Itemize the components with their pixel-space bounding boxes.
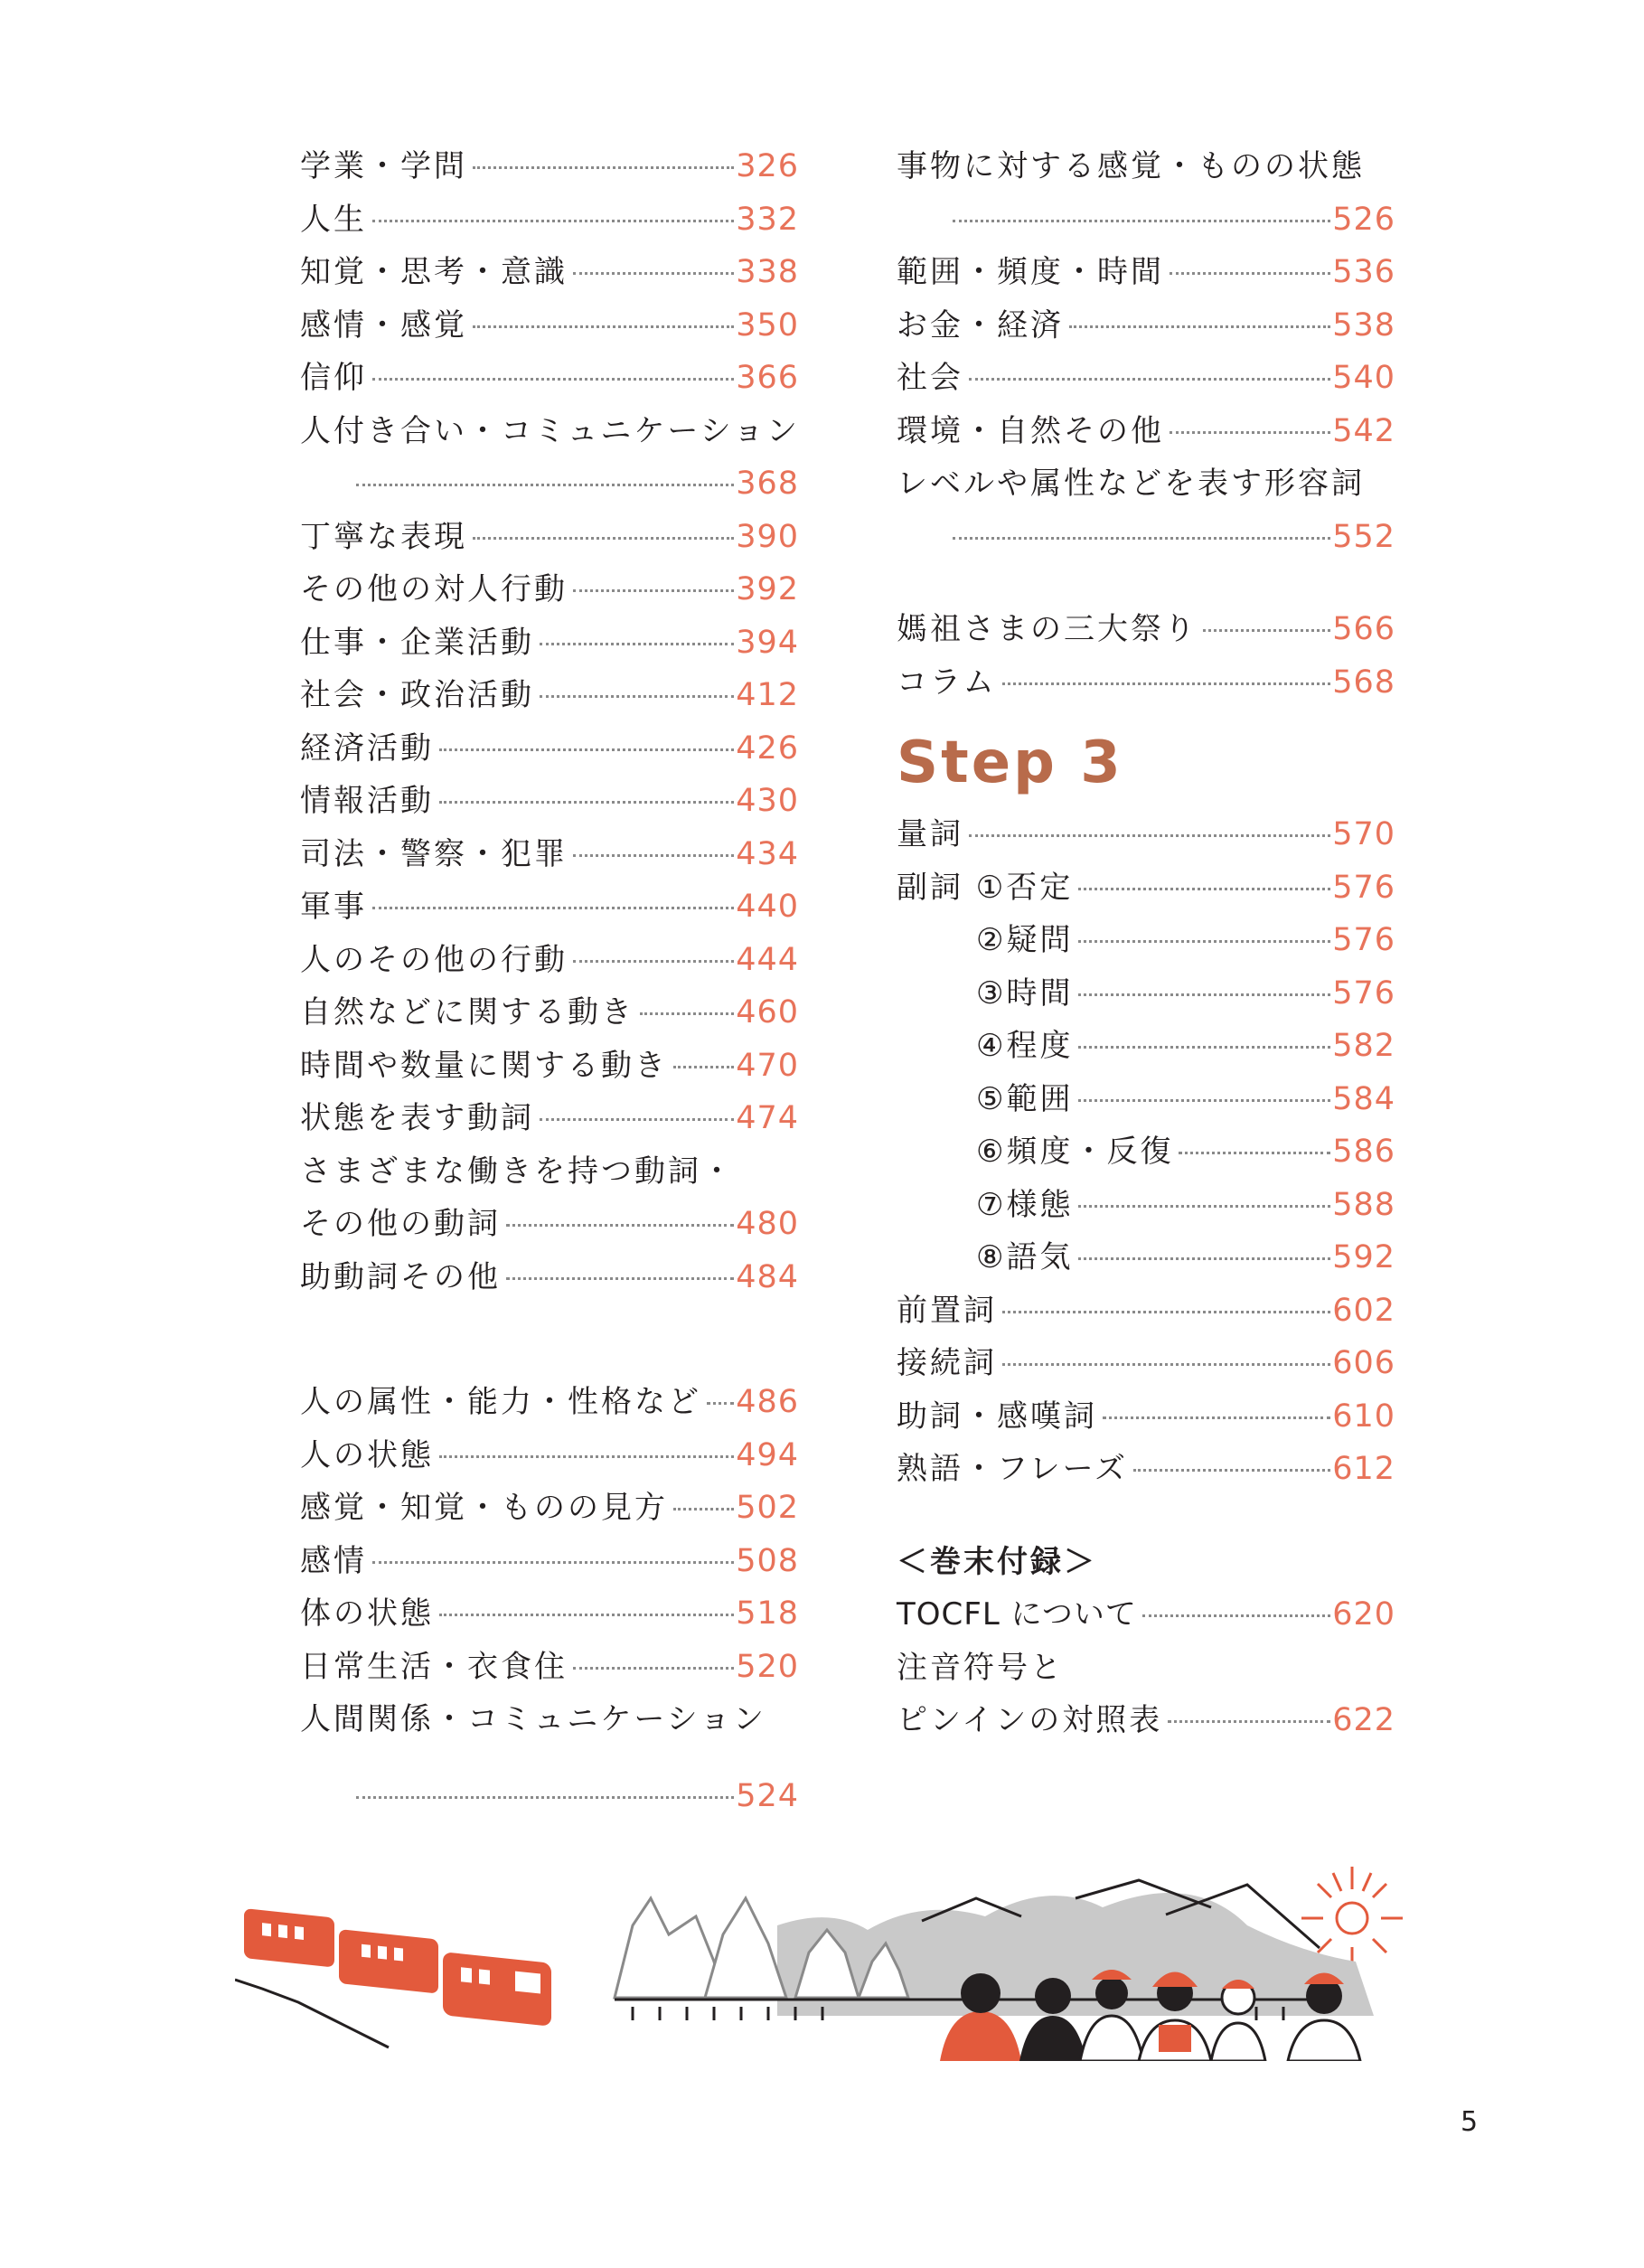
toc-entry-page: 524 [736, 1777, 799, 1814]
toc-entry-title: お金・経済 [897, 306, 1064, 343]
toc-entry-title: 媽祖さまの三大祭り [897, 611, 1198, 647]
toc-entry-title: 学業・学問 [300, 148, 467, 184]
toc-leader-dots [573, 960, 734, 963]
toc-leader-dots [372, 220, 734, 222]
toc-entry-page: 434 [736, 835, 799, 872]
toc-entry[interactable] [300, 1040, 799, 1093]
toc-entry-title: ②疑問 [976, 922, 1074, 958]
toc-entry[interactable] [300, 1429, 799, 1482]
toc-leader-dots [707, 1402, 734, 1405]
toc-leader-dots [969, 834, 1330, 837]
toc-entry-title-line[interactable] [897, 1642, 1395, 1695]
toc-entry-title: 事物に対する感覚・ものの状態 [897, 148, 1365, 184]
toc-entry[interactable] [897, 1231, 1395, 1285]
toc-entry[interactable] [300, 1482, 799, 1535]
toc-leader-dots [372, 378, 734, 381]
toc-leader-dots [473, 325, 734, 328]
toc-entry-title-line[interactable] [300, 1693, 799, 1746]
toc-leader-dots [953, 537, 1330, 540]
toc-entry-title: 体の状態 [300, 1595, 434, 1632]
toc-entry-page: 520 [736, 1648, 799, 1685]
toc-leader-dots [473, 537, 734, 540]
toc-entry-title: ④程度 [976, 1028, 1074, 1064]
toc-entry-page: 474 [736, 1100, 799, 1136]
toc-entry-continuation[interactable] [897, 511, 1395, 564]
toc-leader-dots [1078, 1046, 1330, 1049]
train-icon [235, 1908, 551, 2047]
toc-entry[interactable] [897, 914, 1395, 967]
toc-entry-page: 484 [736, 1258, 799, 1295]
toc-leader-dots [1069, 325, 1330, 328]
toc-entry-title: 範囲・頻度・時間 [897, 254, 1164, 290]
toc-entry-title: 助動詞その他 [300, 1258, 501, 1295]
toc-leader-dots [1179, 1152, 1330, 1154]
toc-entry-title: 熟語・フレーズ [897, 1451, 1128, 1487]
toc-entry-page: 542 [1332, 412, 1395, 449]
toc-entry-title: 人の属性・能力・性格など [300, 1384, 701, 1420]
toc-entry[interactable] [300, 722, 799, 776]
page-number: 5 [1461, 2106, 1479, 2138]
toc-entry-title: 人のその他の行動 [300, 941, 568, 978]
toc-entry-page: 576 [1332, 922, 1395, 958]
toc-entry-page: 486 [736, 1384, 799, 1420]
toc-entry-page: 586 [1332, 1134, 1395, 1170]
toc-entry-title-line[interactable] [300, 1145, 799, 1199]
toc-entry-page: 502 [736, 1490, 799, 1526]
toc-leader-dots [953, 220, 1330, 222]
toc-leader-dots [506, 1224, 734, 1227]
toc-entry[interactable] [300, 934, 799, 987]
toc-entry-title-line[interactable] [897, 457, 1395, 511]
toc-left-column [300, 140, 799, 1822]
toc-entry-page: 536 [1332, 254, 1395, 290]
toc-leader-dots [1170, 431, 1330, 434]
toc-entry[interactable] [300, 986, 799, 1040]
toc-entry[interactable] [300, 1587, 799, 1641]
toc-entry[interactable] [300, 669, 799, 722]
toc-entry[interactable] [300, 563, 799, 616]
toc-entry-page: 610 [1332, 1398, 1395, 1435]
toc-entry-page: 366 [736, 360, 799, 396]
toc-entry-title: 感覚・知覚・ものの見方 [300, 1490, 668, 1526]
toc-leader-dots [372, 907, 734, 909]
toc-entry-title: レベルや属性などを表す形容詞 [897, 466, 1365, 502]
toc-right-column [897, 140, 1395, 1747]
toc-entry-page: 332 [736, 201, 799, 238]
toc-entry-page: 570 [1332, 816, 1395, 852]
toc-entry-page: 394 [736, 624, 799, 661]
toc-entry-title: 時間や数量に関する動き [300, 1047, 668, 1084]
toc-entry[interactable] [897, 967, 1395, 1021]
toc-entry-title: 経済活動 [300, 729, 434, 767]
toc-entry[interactable] [897, 861, 1395, 915]
toc-leader-dots [573, 589, 734, 592]
toc-entry-continuation[interactable] [897, 193, 1395, 247]
toc-entry-page: 392 [736, 571, 799, 607]
toc-entry-page: 606 [1332, 1345, 1395, 1381]
toc-leader-dots [573, 1667, 734, 1670]
toc-entry-title: 仕事・企業活動 [300, 624, 534, 661]
toc-leader-dots [1078, 888, 1330, 890]
toc-entry-title: 司法・警察・犯罪 [300, 835, 568, 872]
toc-entry[interactable] [897, 1443, 1395, 1496]
toc-entry-title: ⑥頻度・反復 [976, 1134, 1174, 1170]
toc-entry-page: 470 [736, 1047, 799, 1084]
toc-leader-dots [1133, 1469, 1330, 1472]
toc-entry[interactable] [897, 352, 1395, 405]
toc-entry-title: ③時間 [976, 974, 1074, 1012]
toc-entry-title-line[interactable] [300, 405, 799, 458]
toc-entry-page: 592 [1332, 1239, 1395, 1275]
toc-entry-page: 430 [736, 783, 799, 819]
toc-entry[interactable] [897, 1390, 1395, 1444]
toc-leader-dots [439, 801, 734, 804]
toc-entry-title: 社会 [897, 360, 963, 396]
toc-entry-page: 588 [1332, 1186, 1395, 1223]
toc-entry[interactable] [300, 1641, 799, 1694]
toc-entry-page: 584 [1332, 1080, 1395, 1117]
section-gap [300, 1303, 799, 1376]
toc-entry-page: 508 [736, 1542, 799, 1579]
toc-entry-page: 326 [736, 148, 799, 184]
toc-leader-dots [439, 1614, 734, 1616]
toc-entry-title: 環境・自然その他 [897, 412, 1164, 449]
toc-leader-dots [1142, 1614, 1330, 1617]
toc-entry-page: 350 [736, 306, 799, 343]
toc-entry-title: 量詞 [897, 816, 963, 852]
toc-entry[interactable] [897, 1285, 1395, 1338]
toc-entry[interactable] [300, 616, 799, 670]
toc-entry-continuation[interactable] [300, 457, 799, 511]
toc-entry-page: 426 [736, 729, 799, 767]
toc-entry[interactable] [300, 775, 799, 828]
landscape-train-illustration [235, 1844, 1446, 2061]
toc-entry-page: 518 [736, 1595, 799, 1632]
toc-leader-dots [506, 1277, 734, 1280]
toc-entry-title: 人付き合い・コミュニケーション [300, 412, 800, 449]
toc-entry-title: 丁寧な表現 [300, 518, 467, 555]
toc-leader-dots [540, 695, 734, 698]
toc-entry-title: 感情・感覚 [300, 306, 467, 343]
sun-icon [1301, 1867, 1403, 1965]
toc-leader-dots [1078, 1205, 1330, 1208]
toc-leader-dots [969, 378, 1330, 381]
toc-entry-title: ⑧語気 [976, 1239, 1074, 1275]
toc-entry[interactable] [300, 193, 799, 247]
line-gap [300, 1746, 799, 1770]
toc-entry[interactable] [897, 1179, 1395, 1232]
toc-entry-title-line[interactable] [897, 140, 1395, 193]
toc-leader-dots [540, 1118, 734, 1121]
toc-leader-dots [439, 1455, 734, 1458]
toc-entry-page: 368 [736, 466, 799, 502]
toc-entry[interactable] [300, 1535, 799, 1588]
toc-entry-title: 人生 [300, 201, 367, 238]
toc-entry[interactable] [897, 1125, 1395, 1179]
toc-leader-dots [439, 748, 734, 751]
toc-leader-dots [372, 1561, 734, 1564]
toc-entry[interactable] [897, 603, 1395, 656]
toc-entry[interactable] [897, 246, 1395, 299]
toc-entry-page: 412 [736, 677, 799, 713]
toc-leader-dots [356, 484, 734, 486]
toc-entry-page: 460 [736, 994, 799, 1030]
toc-entry-page: 494 [736, 1436, 799, 1473]
toc-entry-title: 社会・政治活動 [300, 677, 534, 713]
toc-entry-title: 自然などに関する動き [300, 994, 634, 1030]
appendix-heading: ＜巻末付録＞ [897, 1543, 1097, 1580]
toc-entry[interactable] [897, 1073, 1395, 1126]
toc-entry-title: 状態を表す動詞 [300, 1100, 534, 1136]
toc-entry-title: 軍事 [300, 889, 367, 925]
toc-entry-title: 人間関係・コミュニケーション [300, 1701, 766, 1737]
toc-leader-dots [640, 1012, 734, 1015]
toc-leader-dots [1078, 1099, 1330, 1102]
toc-entry[interactable] [897, 1337, 1395, 1390]
toc-entry[interactable] [897, 1020, 1395, 1073]
toc-entry-title: さまざまな働きを持つ動詞・ [300, 1153, 735, 1190]
toc-entry[interactable] [300, 352, 799, 405]
toc-leader-dots [1002, 1363, 1330, 1366]
toc-entry-page: 540 [1332, 360, 1395, 396]
toc-entry-page: 622 [1332, 1702, 1395, 1738]
toc-entry[interactable] [300, 880, 799, 934]
toc-entry-title: 人の状態 [300, 1436, 434, 1473]
toc-entry-page: 576 [1332, 974, 1395, 1012]
toc-entry[interactable] [300, 1198, 799, 1251]
toc-leader-dots [1170, 272, 1330, 275]
toc-entry[interactable] [300, 246, 799, 299]
toc-entry-title: 前置詞 [897, 1292, 997, 1329]
section-gap [897, 563, 1395, 603]
toc-leader-dots [1203, 629, 1330, 632]
toc-entry-title: 情報活動 [300, 783, 434, 819]
toc-entry-page: 576 [1332, 869, 1395, 906]
toc-entry-title: 注音符号と [897, 1649, 1064, 1686]
toc-entry-title: TOCFL について [897, 1596, 1137, 1633]
toc-entry-title: ピンインの対照表 [897, 1702, 1163, 1738]
toc-entry-page: 526 [1332, 201, 1395, 238]
toc-entry[interactable] [300, 1092, 799, 1145]
toc-entry-page: 552 [1332, 518, 1395, 555]
toc-entry-title: その他の動詞 [300, 1206, 501, 1242]
toc-entry-page: 480 [736, 1206, 799, 1242]
toc-entry-title: 感情 [300, 1542, 367, 1579]
toc-leader-dots [1078, 940, 1330, 943]
toc-entry-page: 612 [1332, 1451, 1395, 1487]
toc-leader-dots [1078, 1257, 1330, 1260]
toc-entry-title: 接続詞 [897, 1345, 997, 1381]
toc-entry[interactable] [300, 299, 799, 353]
toc-entry[interactable] [897, 1694, 1395, 1747]
toc-leader-dots [573, 854, 734, 857]
toc-entry-title: その他の対人行動 [300, 571, 568, 607]
toc-entry[interactable] [897, 656, 1395, 710]
toc-entry-continuation[interactable] [300, 1770, 799, 1823]
toc-entry-title: 知覚・思考・意識 [300, 254, 568, 290]
toc-entry-title: 信仰 [300, 360, 367, 396]
toc-entry-page: 602 [1332, 1292, 1395, 1329]
toc-entry-title: 助詞・感嘆詞 [897, 1398, 1097, 1435]
toc-entry-title: 日常生活・衣食住 [300, 1648, 568, 1685]
toc-entry-page: 338 [736, 254, 799, 290]
step3-heading: Step 3 [897, 729, 1123, 796]
toc-entry-page: 582 [1332, 1028, 1395, 1064]
toc-leader-dots [1168, 1720, 1330, 1723]
toc-leader-dots [1078, 993, 1330, 996]
toc-entry[interactable] [897, 405, 1395, 458]
toc-entry-title: コラム [897, 663, 997, 701]
toc-leader-dots [1103, 1416, 1330, 1419]
toc-entry[interactable] [300, 140, 799, 193]
toc-leader-dots [573, 272, 734, 275]
toc-entry-page: 566 [1332, 611, 1395, 647]
toc-leader-dots [673, 1066, 734, 1068]
toc-entry[interactable] [300, 1376, 799, 1429]
toc-leader-dots [540, 643, 734, 645]
toc-entry-page: 444 [736, 941, 799, 978]
toc-entry-page: 440 [736, 889, 799, 925]
toc-entry-page: 568 [1332, 663, 1395, 701]
toc-entry[interactable] [300, 828, 799, 881]
toc-leader-dots [1002, 1311, 1330, 1313]
toc-entry-page: 390 [736, 518, 799, 555]
toc-leader-dots [673, 1508, 734, 1510]
toc-entry[interactable] [897, 1588, 1395, 1642]
toc-entry[interactable] [897, 299, 1395, 353]
toc-entry[interactable] [897, 808, 1395, 861]
toc-entry-title: 副詞 ①否定 [897, 869, 1074, 906]
toc-entry[interactable] [300, 511, 799, 564]
toc-entry[interactable] [300, 1251, 799, 1304]
toc-leader-dots [356, 1796, 734, 1799]
toc-entry-page: 538 [1332, 306, 1395, 343]
toc-entry-title: ⑦様態 [976, 1186, 1074, 1223]
section-gap [897, 1496, 1395, 1536]
toc-leader-dots [1002, 682, 1331, 685]
toc-leader-dots [473, 166, 734, 169]
toc-entry-page: 620 [1332, 1596, 1395, 1633]
toc-entry-title: ⑤範囲 [976, 1080, 1074, 1117]
